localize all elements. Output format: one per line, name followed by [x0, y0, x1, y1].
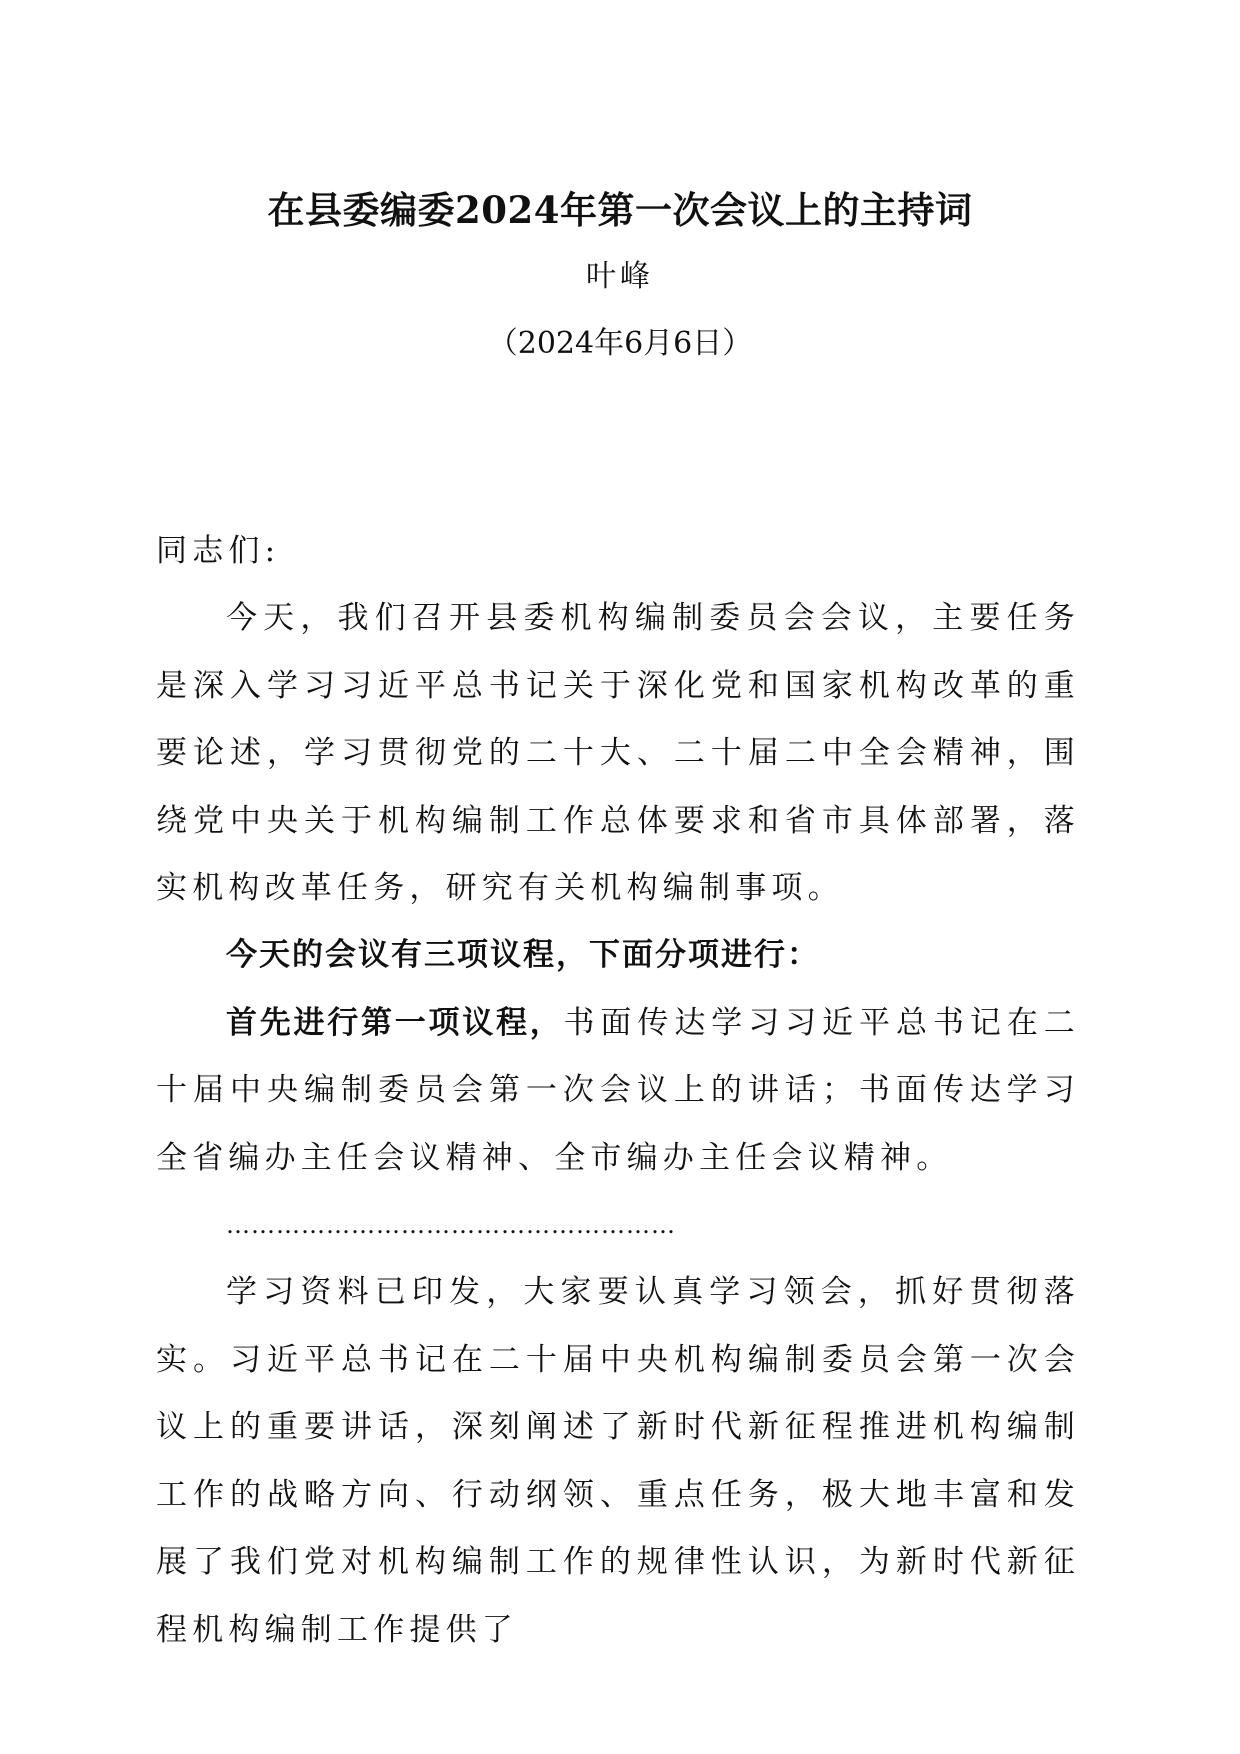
salutation: 同志们: [156, 533, 281, 569]
paragraph-first-item [156, 990, 1080, 1192]
document-title: 在县委编委2024年第一次会议上的主持词 [267, 188, 973, 232]
paragraph-agenda: 今天的会议有三项议程，下面分项进行： [226, 937, 820, 974]
paragraph-intro: 今天，我们召开县委机构编制委员会会议，主要任务是深入学习习近平总书记关于深化党和国家机构改革的重要论述，学习贯彻党的二十大、二十届二中全会精神，围绕党中央关于机构编制工作总体要求和省市具体部署，落实机构改革任务，研究有关机构编制事项。 [156, 600, 1080, 907]
paragraph-study-materials: 学习资料已印发，大家要认真学习领会，抓好贯彻落实。习近平总书记在二十届中央机构编制委员会第一次会议上的重要讲话，深刻阐述了新时代新征程推进机构编制工作的战略方向、行动纲领、重点任务，极大地丰富和发展了我们党对机构编制工作的规律性认识，为新时代新征程机构编制工作提供了 [156, 1274, 1080, 1648]
first-item-text: 书面传达学习习近平总书记在二十届中央编制委员会第一次会议上的讲话；书面传达学习全省编办主任会议精神、全市编办主任会议精神。 [156, 1004, 1080, 1176]
first-item-lead: 首先进行第一项议程， [226, 1004, 564, 1041]
document-author: 叶峰 [586, 259, 654, 294]
omission-ellipsis: ……………………………………………… [226, 1211, 676, 1240]
document-body [156, 518, 1080, 1664]
document-date: （2024年6月6日） [487, 326, 753, 361]
